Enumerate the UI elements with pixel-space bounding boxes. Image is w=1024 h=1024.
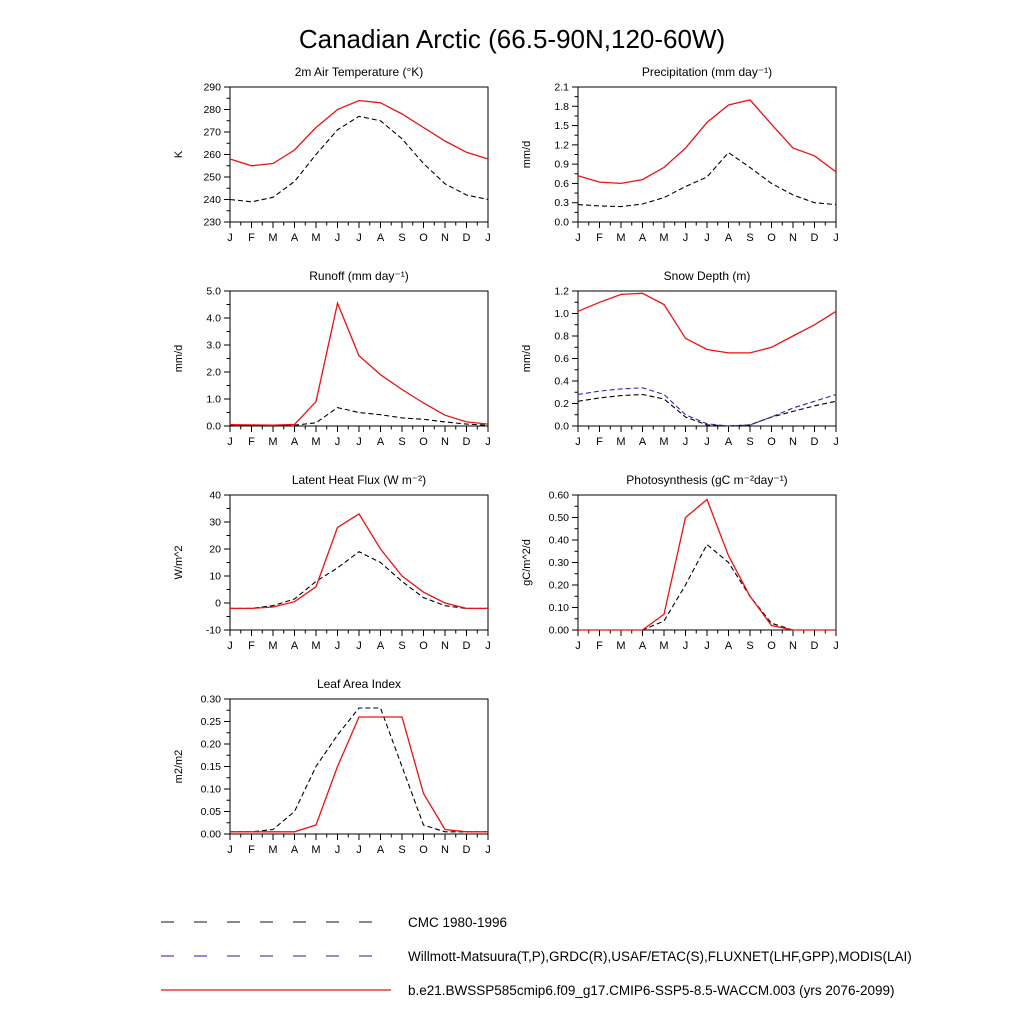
x-tick-label: J: [227, 844, 233, 856]
x-tick-label: M: [659, 436, 669, 448]
x-tick-label: J: [334, 232, 341, 244]
y-tick-label: 1.0: [554, 308, 569, 320]
chart-canvas: [166, 489, 496, 657]
legend-item-model: [160, 973, 1024, 1007]
plot-box: [230, 495, 488, 630]
series-line-cmc: [578, 545, 836, 631]
x-tick-label: A: [724, 232, 733, 244]
x-tick-label: F: [596, 232, 603, 244]
panel-precipitation: [514, 63, 862, 267]
y-tick-label: 0.30: [200, 693, 221, 706]
x-tick-label: D: [810, 232, 819, 244]
x-tick-label: J: [575, 640, 581, 652]
x-tick-label: O: [419, 640, 428, 652]
x-tick-label: A: [376, 232, 385, 244]
x-tick-label: S: [398, 640, 406, 652]
series-line-obs: [578, 388, 836, 426]
y-tick-label: 4.0: [206, 312, 221, 325]
y-tick-label: 0.20: [548, 579, 569, 592]
y-tick-label: 10: [209, 570, 221, 583]
y-tick-label: 1.2: [554, 285, 569, 298]
x-tick-label: J: [227, 436, 233, 448]
legend-label-obs: Willmott-Matsuura(T,P),GRDC(R),USAF/ETAC(S),FLUXNET(LHF,GPP),MODIS(LAI): [408, 948, 912, 964]
series-line-model: [230, 514, 488, 609]
x-tick-label: A: [290, 844, 299, 856]
series-line-cmc: [578, 395, 836, 427]
panel-latent-heat-flux: [166, 471, 514, 675]
legend-line-cmc-icon: [160, 919, 392, 925]
x-tick-label: J: [704, 436, 710, 448]
x-tick-label: N: [441, 844, 449, 856]
x-tick-label: A: [376, 640, 385, 652]
x-tick-label: S: [746, 640, 754, 652]
x-tick-label: J: [485, 436, 491, 448]
y-tick-label: 0.8: [554, 330, 569, 343]
legend-item-cmc: [160, 905, 1024, 939]
y-tick-label: 270: [203, 126, 221, 139]
x-tick-label: M: [311, 436, 321, 448]
x-tick-label: J: [682, 232, 689, 244]
x-tick-label: M: [311, 844, 321, 856]
panel-leaf-area-index: [166, 675, 514, 879]
x-tick-label: J: [334, 436, 341, 448]
x-tick-label: J: [356, 844, 362, 856]
x-tick-label: J: [833, 232, 839, 244]
panel-air-temperature: [166, 63, 514, 267]
y-tick-label: 0.9: [554, 158, 569, 171]
plot-box: [578, 87, 836, 222]
x-tick-label: J: [704, 640, 710, 652]
panel-title: 2m Air Temperature (°K): [294, 65, 424, 79]
x-tick-label: A: [638, 640, 647, 652]
y-tick-label: 0.10: [200, 783, 221, 796]
y-tick-label: 0.00: [200, 828, 221, 841]
y-tick-label: 0.30: [548, 557, 569, 569]
panel-photosynthesis: [514, 471, 862, 675]
chart-canvas: [514, 81, 844, 249]
y-tick-label: 0.6: [554, 177, 569, 190]
series-line-model: [578, 100, 836, 183]
x-tick-label: F: [248, 844, 255, 856]
y-tick-label: 0.6: [554, 353, 569, 365]
x-tick-label: S: [746, 436, 754, 448]
x-tick-label: J: [334, 844, 341, 856]
y-tick-label: 0.50: [548, 512, 569, 524]
chart-canvas: [514, 285, 844, 453]
y-tick-label: 2.1: [554, 81, 569, 94]
series-line-model: [578, 293, 836, 353]
y-tick-label: 3.0: [206, 339, 221, 352]
x-tick-label: O: [419, 844, 428, 856]
y-tick-label: 280: [203, 104, 221, 116]
x-tick-label: N: [789, 640, 797, 652]
x-tick-label: O: [767, 640, 776, 652]
x-tick-label: J: [485, 640, 491, 652]
y-tick-label: 20: [209, 543, 221, 556]
x-tick-label: O: [419, 232, 428, 244]
x-tick-label: M: [659, 640, 669, 652]
x-tick-label: N: [441, 232, 449, 244]
y-axis-label: K: [173, 150, 185, 159]
plot-box: [230, 291, 488, 426]
x-tick-label: J: [227, 232, 233, 244]
y-tick-label: 0.2: [554, 398, 569, 410]
panel-title: Runoff (mm day⁻¹): [309, 269, 409, 283]
chart-canvas: [166, 285, 496, 453]
x-tick-label: D: [462, 232, 471, 244]
x-tick-label: J: [704, 232, 710, 244]
y-tick-label: 0.05: [200, 806, 221, 818]
y-tick-label: 290: [203, 81, 221, 94]
y-tick-label: 5.0: [206, 285, 221, 298]
legend: [160, 905, 1024, 1007]
x-tick-label: J: [833, 640, 839, 652]
y-tick-label: 0.4: [554, 375, 569, 388]
x-tick-label: N: [789, 436, 797, 448]
y-tick-label: 2.0: [206, 366, 221, 379]
x-tick-label: J: [227, 640, 233, 652]
y-tick-label: 0.3: [554, 197, 569, 210]
x-tick-label: N: [789, 232, 797, 244]
x-tick-label: D: [810, 436, 819, 448]
y-tick-label: 250: [203, 171, 221, 184]
x-tick-label: D: [462, 436, 471, 448]
series-line-model: [578, 500, 836, 631]
x-tick-label: A: [290, 436, 299, 448]
x-tick-label: S: [398, 844, 406, 856]
y-tick-label: 0.15: [200, 761, 221, 773]
y-tick-label: 1.2: [554, 139, 569, 152]
panel-title: Snow Depth (m): [663, 269, 751, 283]
x-tick-label: D: [810, 640, 819, 652]
x-tick-label: S: [398, 232, 406, 244]
x-tick-label: D: [462, 844, 471, 856]
y-tick-label: 0: [215, 597, 221, 610]
x-tick-label: J: [356, 232, 362, 244]
x-tick-label: M: [616, 232, 626, 244]
y-axis-label: W/m^2: [173, 545, 185, 580]
y-tick-label: 230: [203, 216, 221, 229]
x-tick-label: A: [724, 640, 733, 652]
x-tick-label: O: [419, 436, 428, 448]
x-tick-label: A: [376, 436, 385, 448]
plot-box: [578, 495, 836, 630]
panel-title: Photosynthesis (gC m⁻²day⁻¹): [626, 473, 788, 487]
x-tick-label: M: [268, 436, 278, 448]
plot-box: [578, 291, 836, 426]
x-tick-label: F: [596, 436, 603, 448]
x-tick-label: O: [767, 436, 776, 448]
x-tick-label: A: [290, 232, 299, 244]
x-tick-label: J: [682, 436, 689, 448]
x-tick-label: F: [248, 232, 255, 244]
chart-canvas: [166, 693, 496, 861]
legend-line-model-icon: [160, 987, 392, 993]
series-line-model: [230, 717, 488, 832]
x-tick-label: M: [268, 844, 278, 856]
x-tick-label: N: [441, 436, 449, 448]
y-tick-label: 0.25: [200, 716, 221, 728]
plot-box: [230, 87, 488, 222]
x-tick-label: M: [616, 640, 626, 652]
x-tick-label: J: [575, 232, 581, 244]
panel-title: Precipitation (mm day⁻¹): [641, 65, 773, 79]
x-tick-label: M: [268, 232, 278, 244]
series-line-cmc: [230, 116, 488, 202]
x-tick-label: M: [659, 232, 669, 244]
x-tick-label: A: [638, 232, 647, 244]
panel-snow-depth: [514, 267, 862, 471]
y-tick-label: 0.0: [554, 420, 569, 433]
chart-canvas: [166, 81, 496, 249]
series-line-cmc: [578, 153, 836, 207]
y-tick-label: 1.8: [554, 100, 569, 113]
figure-title: Canadian Arctic (66.5-90N,120-60W): [298, 24, 726, 54]
series-line-cmc: [230, 552, 488, 609]
x-tick-label: J: [485, 232, 491, 244]
chart-canvas: [514, 489, 844, 657]
x-tick-label: F: [596, 640, 603, 652]
x-tick-label: D: [462, 640, 471, 652]
y-axis-label: mm/d: [521, 140, 533, 169]
series-line-cmc: [230, 708, 488, 832]
charts-grid: [166, 63, 1024, 879]
series-line-model: [230, 303, 488, 425]
x-tick-label: A: [376, 844, 385, 856]
x-tick-label: J: [575, 436, 581, 448]
x-tick-label: M: [268, 640, 278, 652]
x-tick-label: M: [616, 436, 626, 448]
panel-title: Latent Heat Flux (W m⁻²): [291, 473, 427, 487]
y-tick-label: 0.0: [554, 216, 569, 229]
y-tick-label: 260: [203, 149, 221, 161]
x-tick-label: A: [724, 436, 733, 448]
y-tick-label: 0.0: [206, 420, 221, 433]
y-tick-label: 30: [209, 516, 221, 529]
x-tick-label: A: [638, 436, 647, 448]
y-tick-label: 240: [203, 194, 221, 206]
y-axis-label: mm/d: [521, 344, 533, 373]
y-tick-label: 0.00: [548, 624, 569, 637]
x-tick-label: M: [311, 640, 321, 652]
y-tick-label: -10: [205, 624, 221, 637]
x-tick-label: N: [441, 640, 449, 652]
legend-item-obs: [160, 939, 1024, 973]
x-tick-label: J: [334, 640, 341, 652]
y-axis-label: mm/d: [173, 344, 185, 373]
y-tick-label: 0.40: [548, 534, 569, 547]
x-tick-label: F: [248, 436, 255, 448]
y-tick-label: 0.10: [548, 602, 569, 614]
y-tick-label: 1.0: [206, 393, 221, 406]
y-axis-label: m2/m2: [173, 749, 185, 784]
x-tick-label: J: [356, 436, 362, 448]
x-tick-label: S: [746, 232, 754, 244]
legend-line-obs-icon: [160, 953, 392, 959]
x-tick-label: J: [485, 844, 491, 856]
x-tick-label: J: [356, 640, 362, 652]
x-tick-label: M: [311, 232, 321, 244]
legend-label-cmc: CMC 1980-1996: [408, 914, 508, 930]
x-tick-label: J: [833, 436, 839, 448]
y-tick-label: 40: [209, 489, 221, 502]
x-tick-label: A: [290, 640, 299, 652]
y-tick-label: 1.5: [554, 120, 569, 133]
panel-runoff: [166, 267, 514, 471]
y-axis-label: gC/m^2/d: [521, 539, 533, 586]
x-tick-label: F: [248, 640, 255, 652]
x-tick-label: J: [682, 640, 689, 652]
legend-label-model: b.e21.BWSSP585cmip6.f09_g17.CMIP6-SSP5-8.5-WACCM.003 (yrs 2076-2099): [408, 982, 895, 998]
x-tick-label: S: [398, 436, 406, 448]
x-tick-label: O: [767, 232, 776, 244]
panel-title: Leaf Area Index: [316, 677, 402, 691]
plot-box: [230, 699, 488, 834]
y-tick-label: 0.20: [200, 738, 221, 751]
series-line-model: [230, 101, 488, 166]
y-tick-label: 0.60: [548, 489, 569, 502]
